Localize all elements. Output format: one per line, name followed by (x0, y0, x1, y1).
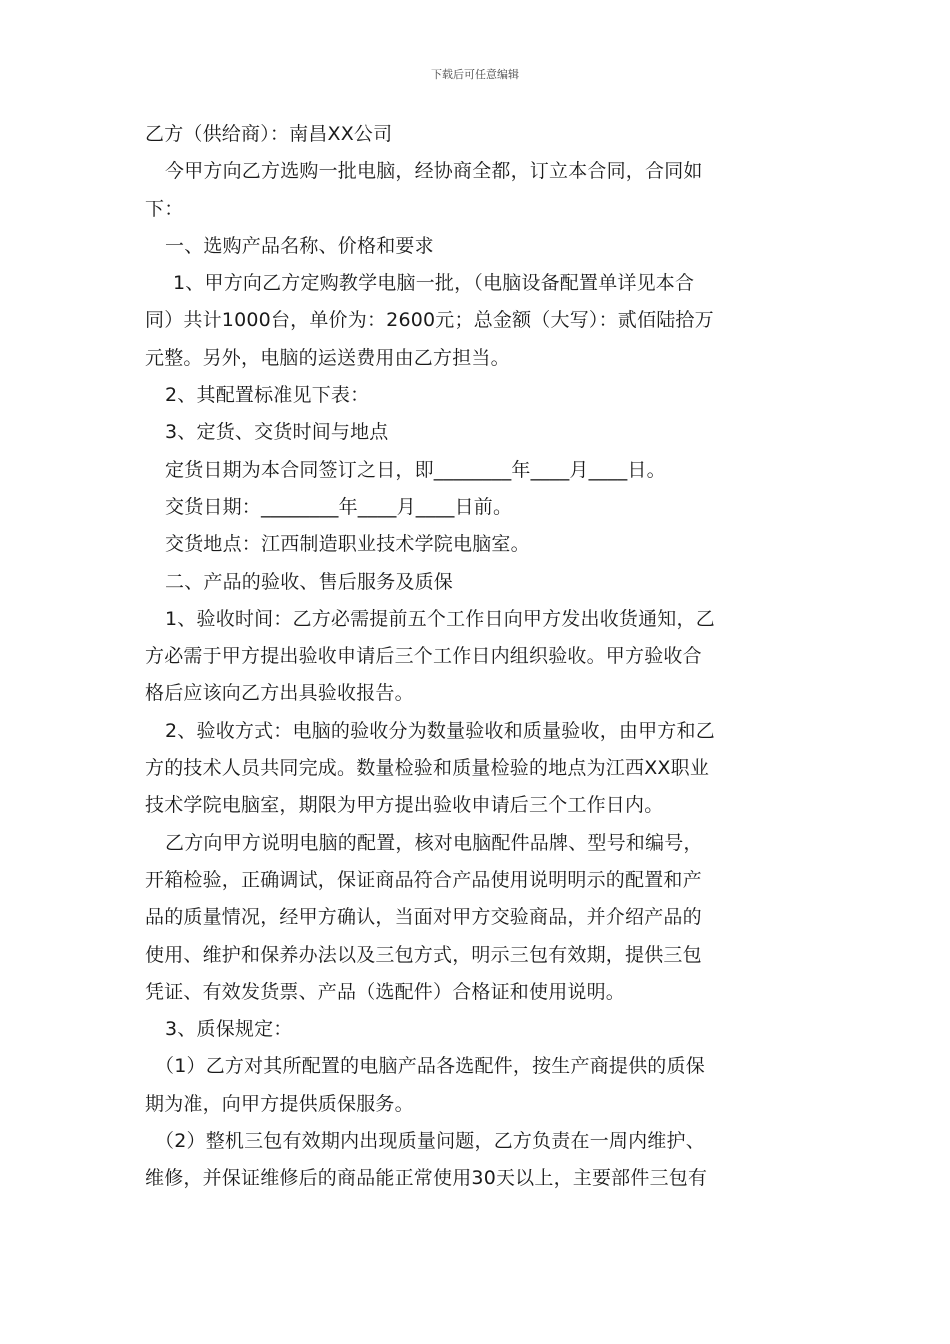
page-header-note: 下载后可任意编辑 (431, 68, 519, 81)
doc-line: 品的质量情况，经甲方确认，当面对甲方交验商品，并介绍产品的 (145, 906, 702, 929)
doc-line: （1）乙方对其所配置的电脑产品各选配件，按生产商提供的质保 (155, 1055, 705, 1078)
doc-line: 乙方（供给商）：南昌XX公司 (145, 123, 393, 145)
doc-line: 交货地点：江西制造职业技术学院电脑室。 (165, 533, 530, 556)
doc-line: 1、验收时间：乙方必需提前五个工作日向甲方发出收货通知，乙 (165, 607, 715, 630)
doc-line: （2）整机三包有效期内出现质量问题，乙方负责在一周内维护、 (155, 1130, 705, 1153)
doc-line: 二、产品的验收、售后服务及质保 (165, 570, 454, 593)
doc-line: 同）共计1000台，单价为：2600元；总金额（大写）：贰佰陆拾万 (145, 309, 714, 332)
document-body (145, 116, 810, 1198)
doc-line: 开箱检验，正确调试，保证商品符合产品使用说明明示的配置和产 (145, 868, 702, 891)
doc-line: 格后应该向乙方出具验收报告。 (145, 682, 414, 705)
doc-line: 方必需于甲方提出验收申请后三个工作日内组织验收。甲方验收合 (145, 645, 702, 668)
doc-line: 3、定货、交货时间与地点 (165, 421, 389, 444)
doc-line: 3、质保规定： (165, 1018, 293, 1041)
doc-line: 乙方向甲方说明电脑的配置，核对电脑配件品牌、型号和编号， (165, 831, 703, 854)
doc-line: 维修，并保证维修后的商品能正常使用30天以上，主要部件三包有 (145, 1167, 708, 1190)
doc-line: 一、选购产品名称、价格和要求 (165, 234, 434, 257)
doc-line: 定货日期为本合同签订之日，即________年____月____日。 (165, 458, 666, 481)
doc-line: 2、验收方式：电脑的验收分为数量验收和质量验收，由甲方和乙 (165, 719, 715, 742)
doc-line: 元整。另外，电脑的运送费用由乙方担当。 (145, 346, 510, 369)
doc-line: 下： (145, 197, 184, 220)
doc-line: 今甲方向乙方选购一批电脑，经协商全都，订立本合同，合同如 (165, 160, 703, 183)
doc-line: 交货日期：________年____月____日前。 (165, 495, 513, 518)
doc-line: 方的技术人员共同完成。数量检验和质量检验的地点为江西XX职业 (145, 757, 710, 780)
doc-line: 凭证、有效发货票、产品（选配件）合格证和使用说明。 (145, 980, 626, 1003)
doc-line: 1、甲方向乙方定购教学电脑一批，（电脑设备配置单详见本合 (173, 272, 695, 295)
doc-line: 期为准，向甲方提供质保服务。 (145, 1092, 414, 1115)
doc-line: 技术学院电脑室，期限为甲方提出验收申请后三个工作日内。 (145, 794, 664, 817)
doc-line: 使用、维护和保养办法以及三包方式，明示三包有效期，提供三包 (145, 943, 702, 966)
doc-line: 2、其配置标准见下表： (165, 384, 370, 407)
